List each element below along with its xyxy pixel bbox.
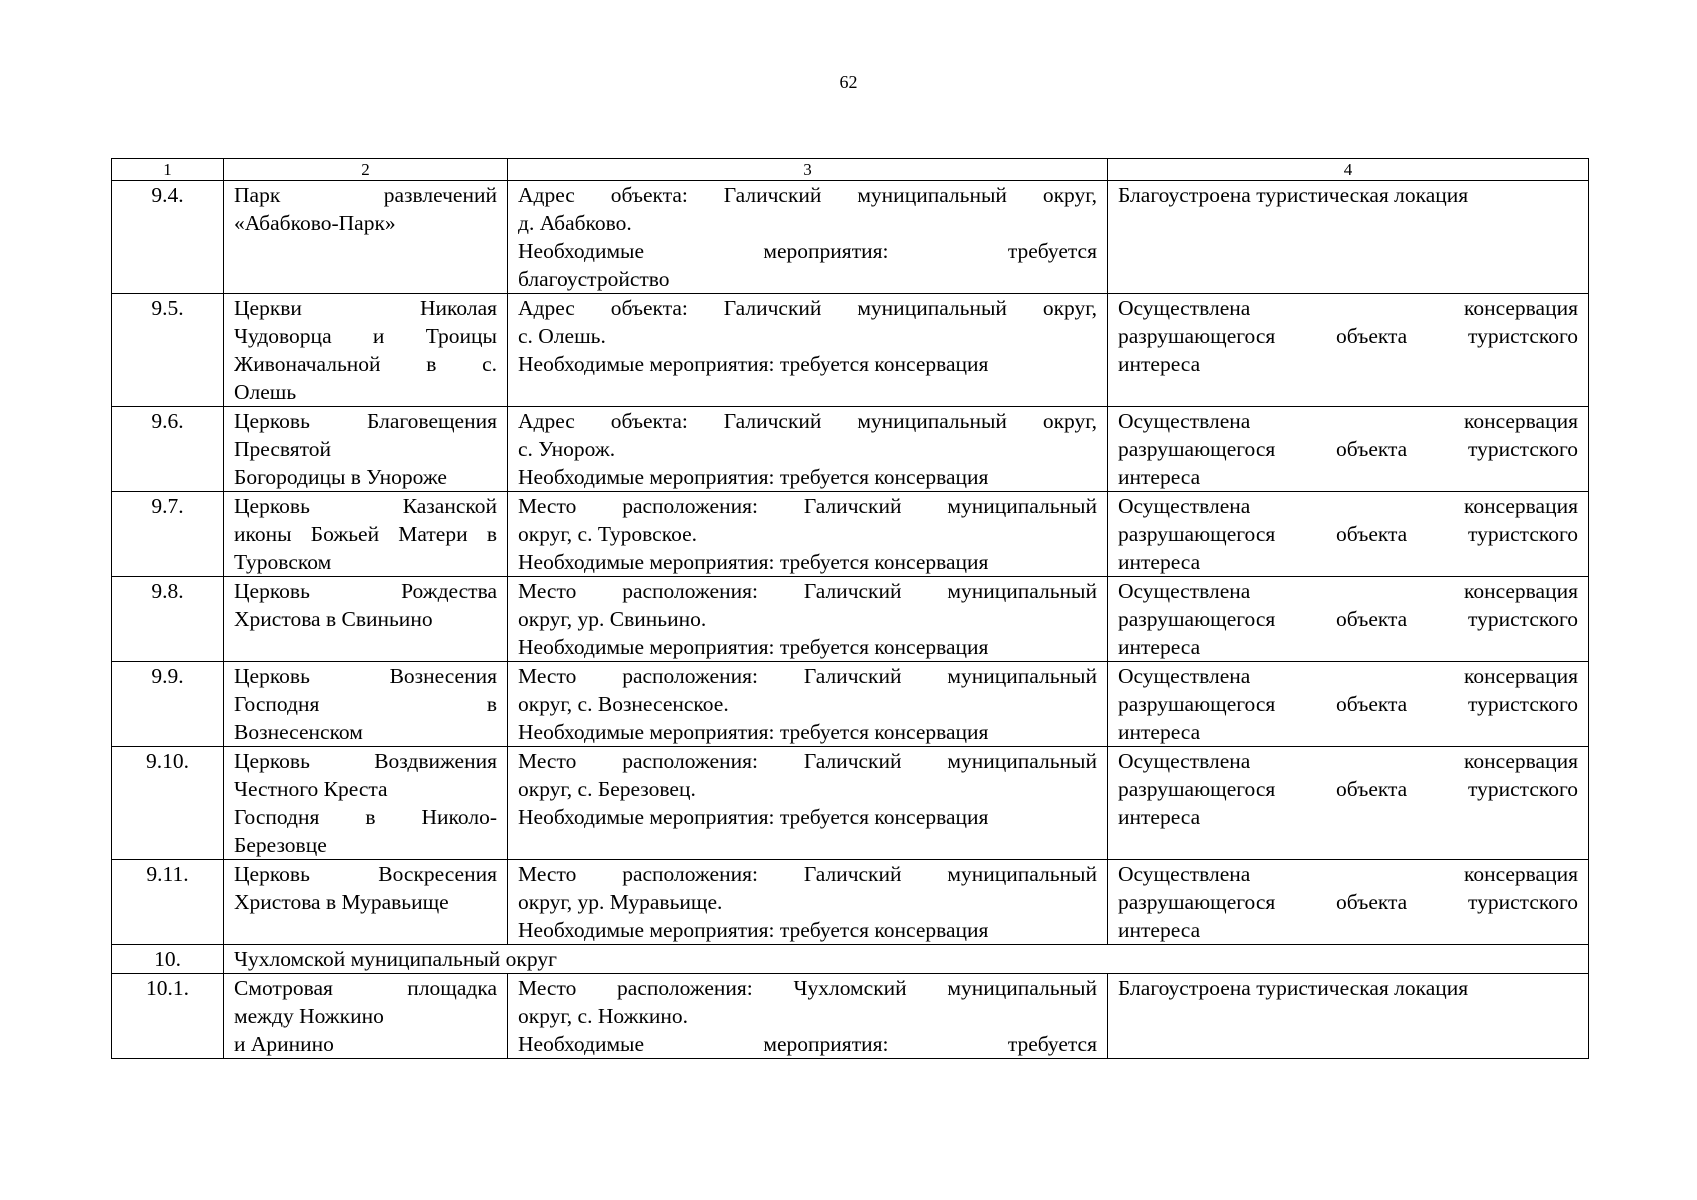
result-cell: [1108, 860, 1589, 945]
result-line: разрушающегося объекта туристского: [1118, 324, 1578, 348]
column-header: 3: [508, 159, 1108, 181]
description-line: округ, ур. Свиньино.: [518, 607, 707, 631]
object-name-cell: [224, 662, 508, 747]
result-cell: [1108, 577, 1589, 662]
object-name-line: Чудоворца и Троицы: [234, 324, 497, 348]
object-description-cell: [508, 407, 1108, 492]
result-line: разрушающегося объекта туристского: [1118, 522, 1578, 546]
object-name-cell: [224, 747, 508, 860]
object-description-cell: [508, 974, 1108, 1059]
object-name-line: Господня в Николо-: [234, 805, 497, 829]
row-number: 9.6.: [112, 407, 224, 492]
table-row: [112, 181, 1589, 294]
object-name-line: Олешь: [234, 380, 297, 404]
object-name-line: между Ножкино: [234, 1004, 384, 1028]
description-line: Необходимые мероприятия: требуется консервация: [518, 352, 989, 376]
result-line: Осуществлена консервация: [1118, 494, 1578, 518]
result-cell: [1108, 407, 1589, 492]
result-line: Благоустроена туристическая локация: [1118, 976, 1469, 1000]
result-line: Благоустроена туристическая локация: [1118, 183, 1469, 207]
object-description-cell: [508, 860, 1108, 945]
object-name-cell: [224, 181, 508, 294]
table-row: [112, 747, 1589, 860]
table-row: [112, 294, 1589, 407]
object-description-cell: [508, 577, 1108, 662]
result-line: интереса: [1118, 805, 1201, 829]
description-line: Необходимые мероприятия: требуется консервация: [518, 805, 989, 829]
result-line: разрушающегося объекта туристского: [1118, 607, 1578, 631]
result-cell: [1108, 294, 1589, 407]
result-line: Осуществлена консервация: [1118, 296, 1578, 320]
object-description-cell: [508, 181, 1108, 294]
result-line: интереса: [1118, 465, 1201, 489]
description-line: с. Олешь.: [518, 324, 606, 348]
description-line: Место расположения: Галичский муниципальный: [518, 862, 1097, 886]
result-line: интереса: [1118, 720, 1201, 744]
object-name-line: Березовце: [234, 833, 327, 857]
result-cell: [1108, 181, 1589, 294]
description-line: округ, с. Туровское.: [518, 522, 698, 546]
description-line: округ, с. Вознесенское.: [518, 692, 729, 716]
object-description-cell: [508, 747, 1108, 860]
result-line: интереса: [1118, 550, 1201, 574]
result-cell: [1108, 974, 1589, 1059]
description-line: Место расположения: Галичский муниципальный: [518, 579, 1097, 603]
result-line: разрушающегося объекта туристского: [1118, 777, 1578, 801]
description-line: Необходимые мероприятия: требуется консервация: [518, 550, 989, 574]
result-line: разрушающегося объекта туристского: [1118, 437, 1578, 461]
object-name-line: Господня в: [234, 692, 497, 716]
object-name-line: Парк развлечений: [234, 183, 497, 207]
object-name-line: Туровском: [234, 550, 332, 574]
object-name-cell: [224, 407, 508, 492]
object-name-line: Церковь Вознесения: [234, 664, 497, 688]
result-line: Осуществлена консервация: [1118, 664, 1578, 688]
description-line: Место расположения: Галичский муниципальный: [518, 749, 1097, 773]
object-name-line: Христова в Свиньино: [234, 607, 433, 631]
description-line: Необходимые мероприятия: требуется консервация: [518, 465, 989, 489]
row-number: 9.4.: [112, 181, 224, 294]
result-line: Осуществлена консервация: [1118, 409, 1578, 433]
description-line: округ, с. Ножкино.: [518, 1004, 689, 1028]
description-line: Адрес объекта: Галичский муниципальный округ,: [518, 183, 1097, 207]
result-line: разрушающегося объекта туристского: [1118, 890, 1578, 914]
row-number: 9.10.: [112, 747, 224, 860]
data-table: [111, 158, 1589, 1059]
object-name-line: Церковь Казанской: [234, 494, 497, 518]
result-cell: [1108, 492, 1589, 577]
column-header: 2: [224, 159, 508, 181]
object-name-line: Честного Креста: [234, 777, 388, 801]
description-line: д. Абабково.: [518, 211, 632, 235]
description-line: Необходимые мероприятия: требуется консервация: [518, 720, 989, 744]
result-line: разрушающегося объекта туристского: [1118, 692, 1578, 716]
result-line: интереса: [1118, 918, 1201, 942]
table-row: [112, 577, 1589, 662]
object-name-cell: [224, 294, 508, 407]
result-line: интереса: [1118, 635, 1201, 659]
table-row: [112, 407, 1589, 492]
object-name-cell: [224, 492, 508, 577]
table-row: [112, 492, 1589, 577]
result-cell: [1108, 662, 1589, 747]
object-description-cell: [508, 294, 1108, 407]
description-line: благоустройство: [518, 267, 670, 291]
result-cell: [1108, 747, 1589, 860]
table-row: [112, 662, 1589, 747]
description-line: Необходимые мероприятия: требуется: [518, 239, 1097, 263]
object-name-cell: [224, 860, 508, 945]
description-line: с. Унорож.: [518, 437, 616, 461]
object-name-line: и Аринино: [234, 1032, 334, 1056]
row-number: 9.5.: [112, 294, 224, 407]
description-line: округ, ур. Муравьище.: [518, 890, 723, 914]
page-number: 62: [839, 72, 858, 92]
description-line: Необходимые мероприятия: требуется консервация: [518, 635, 989, 659]
description-line: Адрес объекта: Галичский муниципальный округ,: [518, 409, 1097, 433]
object-description-cell: [508, 492, 1108, 577]
object-name-line: Церкви Николая: [234, 296, 497, 320]
description-line: округ, с. Березовец.: [518, 777, 696, 801]
description-line: Место расположения: Галичский муниципальный: [518, 664, 1097, 688]
section-row: [112, 945, 1589, 974]
object-name-line: Живоначальной в с.: [234, 352, 497, 376]
object-name-line: иконы Божьей Матери в: [234, 522, 497, 546]
object-name-line: Церковь Воскресения: [234, 862, 497, 886]
object-name-line: Пресвятой: [234, 437, 332, 461]
column-header: 4: [1108, 159, 1589, 181]
object-name-line: «Абабково-Парк»: [234, 211, 396, 235]
row-number: 10.1.: [112, 974, 224, 1059]
row-number: 9.8.: [112, 577, 224, 662]
section-title: Чухломской муниципальный округ: [224, 945, 1589, 974]
object-name-line: Христова в Муравьище: [234, 890, 449, 914]
object-name-line: Церковь Благовещения: [234, 409, 497, 433]
row-number: 9.11.: [112, 860, 224, 945]
table-header-row: [112, 159, 1589, 181]
object-name-cell: [224, 577, 508, 662]
object-name-line: Церковь Воздвижения: [234, 749, 497, 773]
row-number: 10.: [112, 945, 224, 974]
row-number: 9.9.: [112, 662, 224, 747]
column-header: 1: [112, 159, 224, 181]
description-line: Необходимые мероприятия: требуется консервация: [518, 918, 989, 942]
result-line: Осуществлена консервация: [1118, 862, 1578, 886]
object-name-line: Богородицы в Унороже: [234, 465, 447, 489]
row-number: 9.7.: [112, 492, 224, 577]
object-name-line: Смотровая площадка: [234, 976, 497, 1000]
result-line: Осуществлена консервация: [1118, 749, 1578, 773]
object-description-cell: [508, 662, 1108, 747]
object-name-cell: [224, 974, 508, 1059]
description-line: Место расположения: Галичский муниципальный: [518, 494, 1097, 518]
result-line: интереса: [1118, 352, 1201, 376]
result-line: Осуществлена консервация: [1118, 579, 1578, 603]
description-line: Адрес объекта: Галичский муниципальный округ,: [518, 296, 1097, 320]
object-name-line: Вознесенском: [234, 720, 363, 744]
description-line: Необходимые мероприятия: требуется: [518, 1032, 1097, 1056]
table-row: [112, 860, 1589, 945]
object-name-line: Церковь Рождества: [234, 579, 497, 603]
description-line: Место расположения: Чухломский муниципальный: [518, 976, 1097, 1000]
table-row: [112, 974, 1589, 1059]
